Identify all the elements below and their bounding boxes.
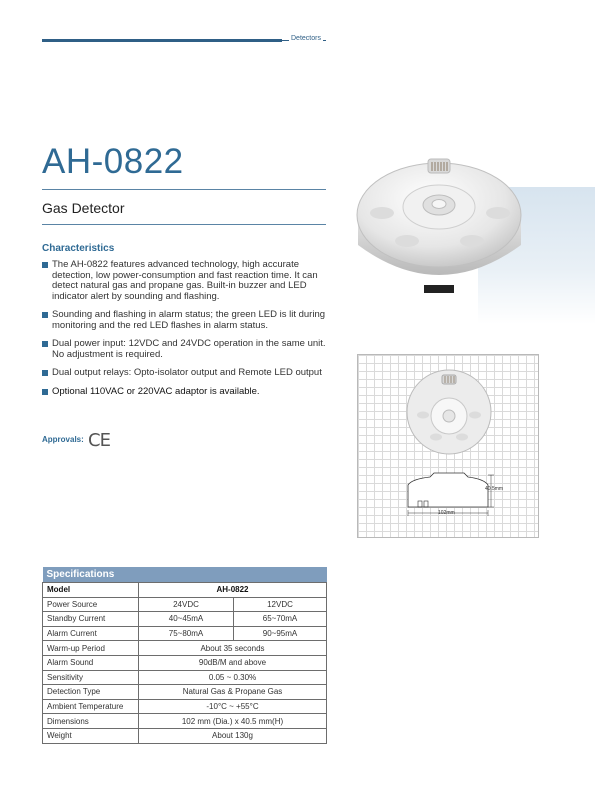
characteristic-item	[42, 368, 327, 379]
spec-label: Ambient Temperature	[43, 699, 139, 714]
spec-value: About 130g	[139, 728, 327, 743]
bullet-square-icon	[42, 341, 48, 347]
table-row	[43, 626, 327, 641]
spec-value: 0.05 ~ 0.30%	[139, 670, 327, 685]
spec-label: Alarm Current	[43, 626, 139, 641]
characteristics-list	[42, 260, 327, 405]
bullet-square-icon	[42, 312, 48, 318]
table-row	[43, 714, 327, 729]
table-row	[43, 699, 327, 714]
spec-value: -10°C ~ +55°C	[139, 699, 327, 714]
table-row	[43, 612, 327, 627]
spec-value: 65~70mA	[234, 612, 327, 627]
characteristic-item	[42, 387, 327, 398]
spec-value: 102 mm (Dia.) x 40.5 mm(H)	[139, 714, 327, 729]
width-dimension-label: 102mm	[438, 510, 455, 516]
spec-label: Model	[43, 583, 139, 598]
table-row	[43, 583, 327, 598]
spec-value: 24VDC	[139, 597, 234, 612]
characteristic-text: The AH-0822 features advanced technology, high accurate detection, low power-consumption and fast reaction time. It can detect natural gas and propane gas. Built-in buzzer and LED indicator alert by sounding and flashing.	[52, 259, 318, 302]
spec-label: Detection Type	[43, 685, 139, 700]
spec-value: Natural Gas & Propane Gas	[139, 685, 327, 700]
spec-value: 12VDC	[234, 597, 327, 612]
spec-value: 90~95mA	[234, 626, 327, 641]
characteristic-item	[42, 310, 327, 331]
specifications-table	[42, 567, 327, 744]
spec-value: About 35 seconds	[139, 641, 327, 656]
characteristic-text: Dual power input: 12VDC and 24VDC operation in the same unit. No adjustment is required.	[52, 338, 326, 360]
bullet-square-icon	[42, 262, 48, 268]
spec-value: 40~45mA	[139, 612, 234, 627]
characteristic-text: Dual output relays: Opto-isolator output and Remote LED output	[52, 367, 322, 378]
bullet-square-icon	[42, 370, 48, 376]
product-code: AH-0822	[42, 142, 184, 181]
table-row	[43, 655, 327, 670]
table-row	[43, 728, 327, 743]
product-name: Gas Detector	[42, 200, 125, 216]
spec-label: Warm-up Period	[43, 641, 139, 656]
subtitle-rule	[42, 224, 326, 225]
spec-value: AH-0822	[139, 583, 327, 598]
characteristic-item	[42, 260, 327, 302]
bullet-square-icon	[42, 389, 48, 395]
dimension-drawing	[357, 354, 539, 538]
approvals-label: Approvals:	[42, 435, 84, 444]
ce-mark-icon: CE	[88, 430, 110, 451]
spec-label: Sensitivity	[43, 670, 139, 685]
characteristic-text: Optional 110VAC or 220VAC adaptor is available.	[52, 385, 260, 397]
table-row	[43, 685, 327, 700]
spec-label: Standby Current	[43, 612, 139, 627]
table-row	[43, 597, 327, 612]
characteristics-title: Characteristics	[42, 243, 115, 254]
section-tag: Detectors	[291, 35, 321, 42]
spec-label: Dimensions	[43, 714, 139, 729]
header-bar	[42, 39, 282, 42]
title-rule	[42, 189, 326, 190]
specifications-title: Specifications	[43, 567, 327, 583]
spec-label: Power Source	[43, 597, 139, 612]
gas-detector-photo	[352, 145, 527, 300]
spec-value: 90dB/M and above	[139, 655, 327, 670]
table-row	[43, 670, 327, 685]
characteristic-item	[42, 339, 327, 360]
spec-label: Alarm Sound	[43, 655, 139, 670]
spec-value: 75~80mA	[139, 626, 234, 641]
table-row	[43, 641, 327, 656]
spec-label: Weight	[43, 728, 139, 743]
characteristic-text: Sounding and flashing in alarm status; the green LED is lit during monitoring and the red LED flashes in alarm status.	[52, 309, 326, 331]
height-dimension-label: 40.5mm	[485, 486, 504, 492]
